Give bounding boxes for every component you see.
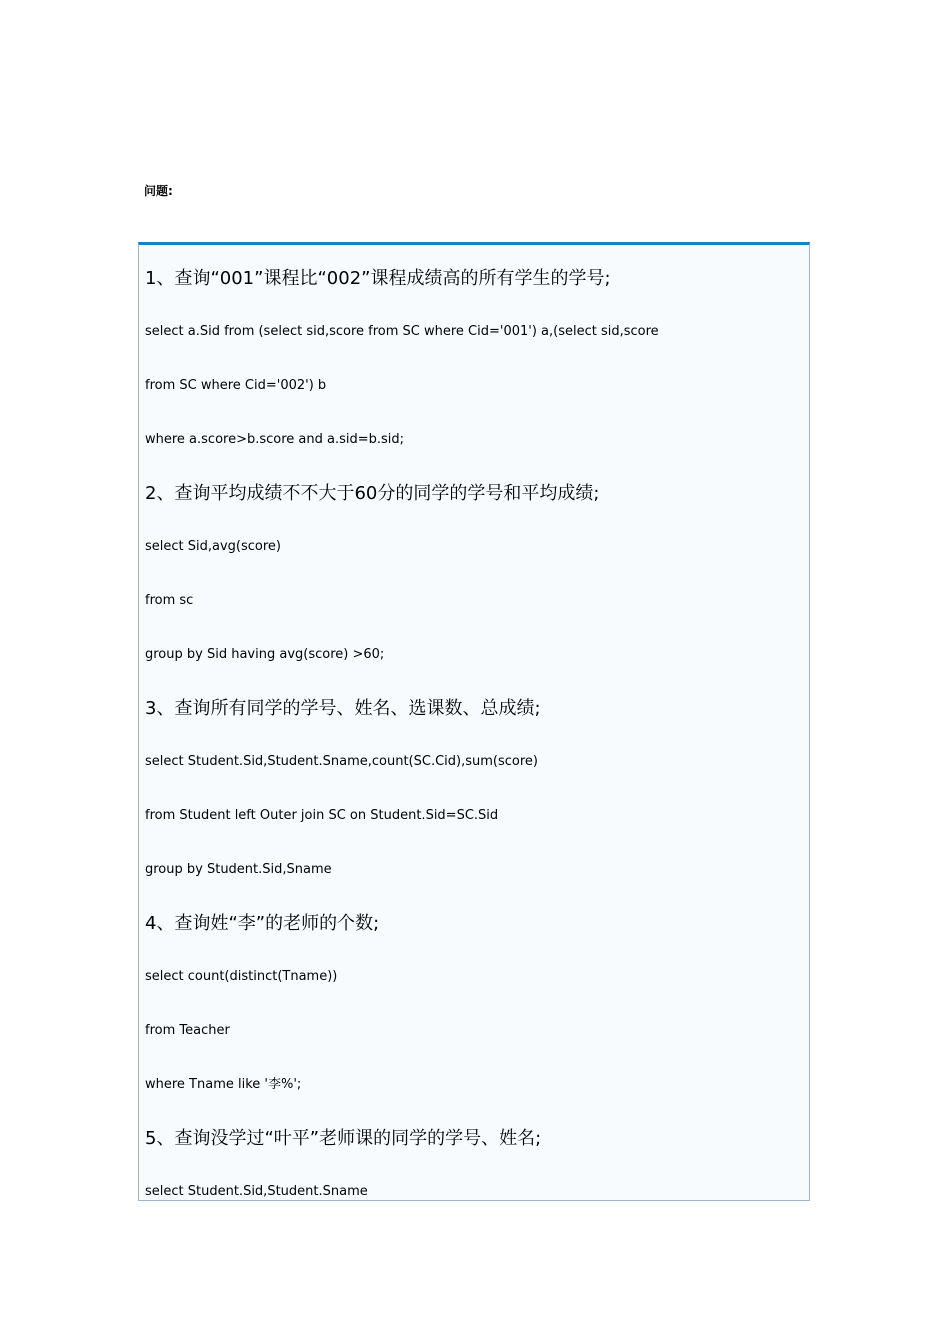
question-5-title: 5、查询没学过“叶平”老师课的同学的学号、姓名; bbox=[145, 1128, 542, 1149]
question-3-code-line-3: group by Student.Sid,Sname bbox=[145, 862, 332, 877]
question-1-code-line-3: where a.score>b.score and a.sid=b.sid; bbox=[145, 432, 405, 447]
question-3-code-line-2: from Student left Outer join SC on Student.Sid=SC.Sid bbox=[145, 808, 499, 823]
question-2-code-line-1: select Sid,avg(score) bbox=[145, 539, 281, 554]
question-5-code-line-1: select Student.Sid,Student.Sname bbox=[145, 1184, 368, 1199]
question-4-code-line-1: select count(distinct(Tname)) bbox=[145, 969, 338, 984]
question-2-title: 2、查询平均成绩不不大于60分的同学的学号和平均成绩; bbox=[145, 483, 600, 504]
question-2-code-line-2: from sc bbox=[145, 593, 194, 608]
question-3-title: 3、查询所有同学的学号、姓名、选课数、总成绩; bbox=[145, 698, 541, 719]
question-3-code-line-1: select Student.Sid,Student.Sname,count(SC.Cid),sum(score) bbox=[145, 754, 538, 769]
page-heading: 问题: bbox=[144, 184, 173, 198]
question-4-code-line-2: from Teacher bbox=[145, 1023, 230, 1038]
question-4-code-line-3: where Tname like '李%'; bbox=[145, 1077, 302, 1092]
qa-panel bbox=[138, 242, 810, 1201]
question-1-code-line-2: from SC where Cid='002') b bbox=[145, 378, 327, 393]
question-2-code-line-3: group by Sid having avg(score) >60; bbox=[145, 647, 385, 662]
question-4-title: 4、查询姓“李”的老师的个数; bbox=[145, 913, 380, 934]
question-1-title: 1、查询“001”课程比“002”课程成绩高的所有学生的学号; bbox=[145, 268, 611, 289]
question-1-code-line-1: select a.Sid from (select sid,score from SC where Cid='001') a,(select sid,score bbox=[145, 324, 659, 339]
